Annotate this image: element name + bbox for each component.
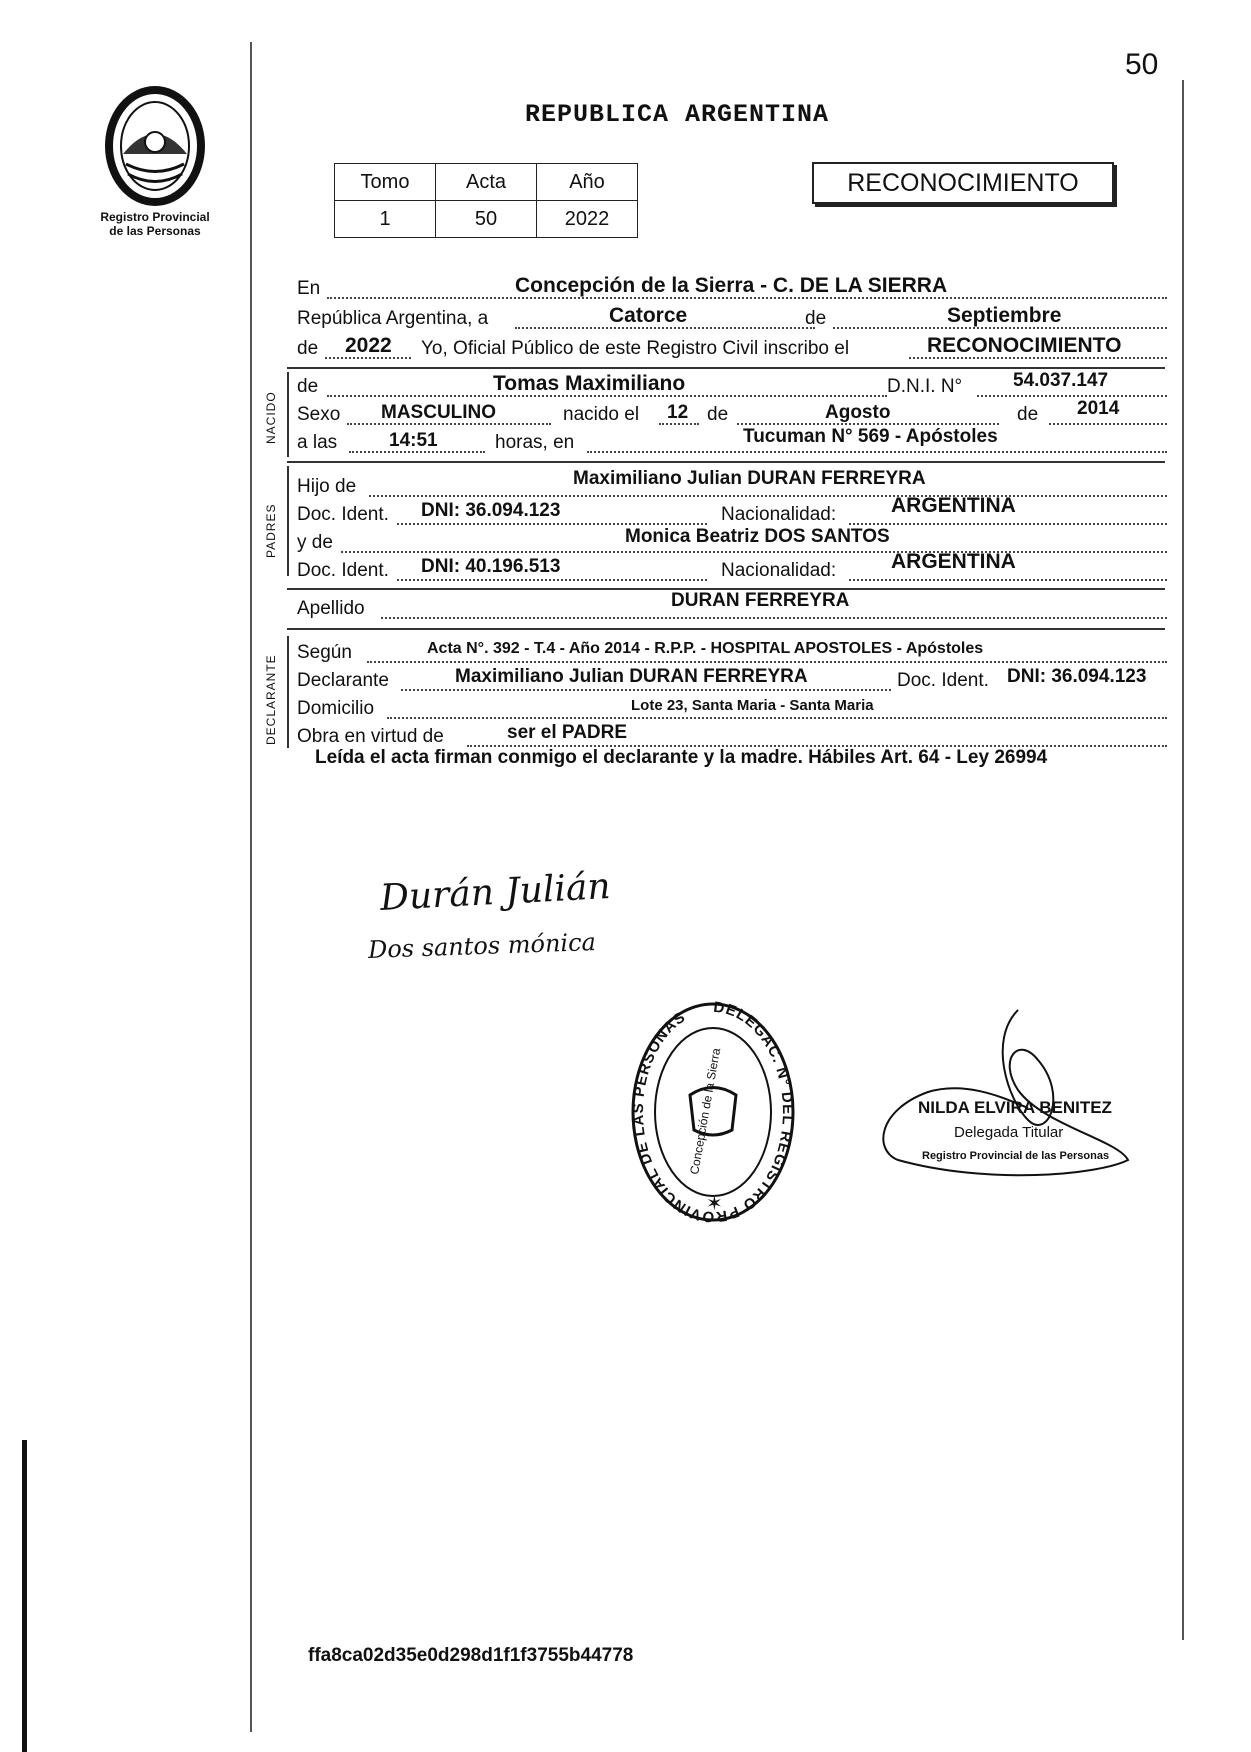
date-row: [297, 306, 1167, 332]
segun-value: Acta N°. 392 - T.4 - Año 2014 - R.P.P. - HOSPITAL APOSTOLES - Apóstoles: [427, 640, 984, 657]
padres-bracket: [287, 466, 289, 576]
hijo-de-label: Hijo de: [297, 476, 357, 497]
domicilio-label: Domicilio: [297, 698, 375, 719]
acta-header: Acta: [436, 164, 537, 201]
place-value: Concepción de la Sierra - C. DE LA SIERRA: [515, 274, 948, 297]
year-value: 2022: [537, 201, 638, 238]
year-header: Año: [537, 164, 638, 201]
act-type-value: RECONOCIMIENTO: [927, 334, 1122, 357]
official-office: Registro Provincial de las Personas: [922, 1150, 1110, 1162]
logo-caption: [90, 210, 220, 238]
domicilio-row: [297, 696, 1167, 722]
father-nationality: ARGENTINA: [891, 494, 1016, 517]
misiones-coat-of-arms-logo: [98, 84, 212, 208]
nacido-time-row: [297, 426, 1167, 456]
doc-ident-label: Doc. Ident.: [297, 504, 389, 525]
birth-month: Agosto: [825, 402, 891, 423]
obra-value: ser el PADRE: [507, 722, 628, 743]
birth-place: Tucuman N° 569 - Apóstoles: [743, 426, 998, 447]
nacido-bracket: [287, 372, 289, 457]
mother-nationality: ARGENTINA: [891, 550, 1016, 573]
declarante-value: Maximiliano Julian DURAN FERREYRA: [455, 666, 808, 687]
nacido-name-row: [297, 370, 1167, 400]
domicilio-value: Lote 23, Santa Maria - Santa Maria: [631, 697, 874, 714]
tomo-value: 1: [335, 201, 436, 238]
apellido-row: [297, 590, 1167, 622]
apellido-value: DURAN FERREYRA: [671, 590, 850, 611]
birth-day: 12: [667, 402, 689, 423]
signature-mother: Dos santos mónica: [367, 928, 597, 964]
padres-section-label: PADRES: [264, 503, 278, 558]
father-doc-row: [297, 494, 1167, 528]
father-row: [297, 468, 1167, 500]
mother-doc-row: [297, 550, 1167, 584]
mother-name: Monica Beatriz DOS SANTOS: [625, 526, 890, 547]
registry-seal: [628, 1000, 798, 1230]
de-label-3: de: [707, 404, 729, 425]
birth-year: 2014: [1077, 398, 1120, 419]
sexo-label: Sexo: [297, 404, 341, 425]
signature-declarante: Durán Julián: [379, 865, 612, 920]
republica-label: República Argentina, a: [297, 308, 489, 329]
declarante-doc: DNI: 36.094.123: [1007, 666, 1147, 687]
year-value-text: 2022: [345, 334, 392, 357]
svg-text:DELEGAC. N° DEL REGISTRO PROVI: DELEGAC. N° DEL REGISTRO PROVINCIAL DE LAS PERSONAS: [629, 1000, 797, 1226]
tomo-acta-year-table: [334, 163, 638, 238]
official-name: NILDA ELVIRA BENITEZ: [918, 1098, 1112, 1117]
child-name: Tomas Maximiliano: [493, 372, 686, 395]
divider-1: [287, 367, 1165, 369]
logo-caption-line1: Registro Provincial: [100, 210, 210, 224]
mother-doc-label: Doc. Ident.: [297, 560, 389, 581]
horas-label: horas, en: [495, 432, 575, 453]
a-las-label: a las: [297, 432, 338, 453]
apellido-label: Apellido: [297, 598, 365, 619]
divider-4: [287, 628, 1165, 630]
declarante-row: [297, 668, 1167, 694]
mother-doc: DNI: 40.196.513: [421, 556, 561, 577]
place-row: [297, 276, 1167, 302]
father-name: Maximiliano Julian DURAN FERREYRA: [573, 468, 926, 489]
divider-2: [287, 461, 1165, 463]
scan-edge-line: [22, 1440, 27, 1752]
svg-text:✶: ✶: [706, 1191, 723, 1215]
oficial-text: Yo, Oficial Público de este Registro Civil inscribo el: [421, 338, 850, 359]
y-de-label: y de: [297, 532, 333, 553]
logo-caption-line2: de las Personas: [109, 224, 201, 238]
acta-value: 50: [436, 201, 537, 238]
segun-label: Según: [297, 642, 352, 663]
de-label-4: de: [1017, 404, 1039, 425]
nacido-section-label: NACIDO: [264, 391, 278, 444]
month-value: Septiembre: [947, 304, 1062, 327]
de-label-2: de: [297, 338, 319, 359]
page-number: 50: [1125, 48, 1159, 81]
day-value: Catorce: [609, 304, 688, 327]
tomo-header: Tomo: [335, 164, 436, 201]
svg-text:Concepción de la Sierra: Concepción de la Sierra: [687, 1046, 724, 1176]
obra-label: Obra en virtud de: [297, 726, 444, 747]
declarante-doc-label: Doc. Ident.: [897, 670, 989, 691]
declarante-label: Declarante: [297, 670, 389, 691]
record-kind-box: RECONOCIMIENTO: [812, 162, 1114, 204]
dni-label: D.N.I. N°: [887, 376, 963, 397]
mother-row: [297, 526, 1167, 556]
declarante-bracket: [287, 636, 289, 748]
de-label: de: [805, 308, 827, 329]
father-nat-label: Nacionalidad:: [721, 504, 837, 525]
nacido-sex-row: [297, 398, 1167, 428]
mother-nat-label: Nacionalidad:: [721, 560, 837, 581]
closing-text: Leída el acta firman conmigo el declarante y la madre. Hábiles Art. 64 - Ley 26994: [315, 747, 1048, 768]
declarante-section-label: DECLARANTE: [264, 654, 278, 745]
year-row: [297, 336, 1167, 362]
en-label: En: [297, 278, 321, 299]
document-title: REPUBLICA ARGENTINA: [525, 100, 830, 129]
birth-time: 14:51: [389, 430, 438, 451]
child-dni: 54.037.147: [1013, 370, 1109, 391]
right-margin-line: [1182, 80, 1184, 1640]
left-margin-line: [250, 42, 252, 1732]
sexo-value: MASCULINO: [381, 402, 497, 423]
nacido-el-label: nacido el: [563, 404, 640, 425]
document-hash: ffa8ca02d35e0d298d1f1f3755b44778: [308, 1645, 634, 1666]
father-doc: DNI: 36.094.123: [421, 500, 561, 521]
official-role: Delegada Titular: [954, 1124, 1064, 1141]
nacido-de-label: de: [297, 376, 319, 397]
segun-row: [297, 640, 1167, 666]
